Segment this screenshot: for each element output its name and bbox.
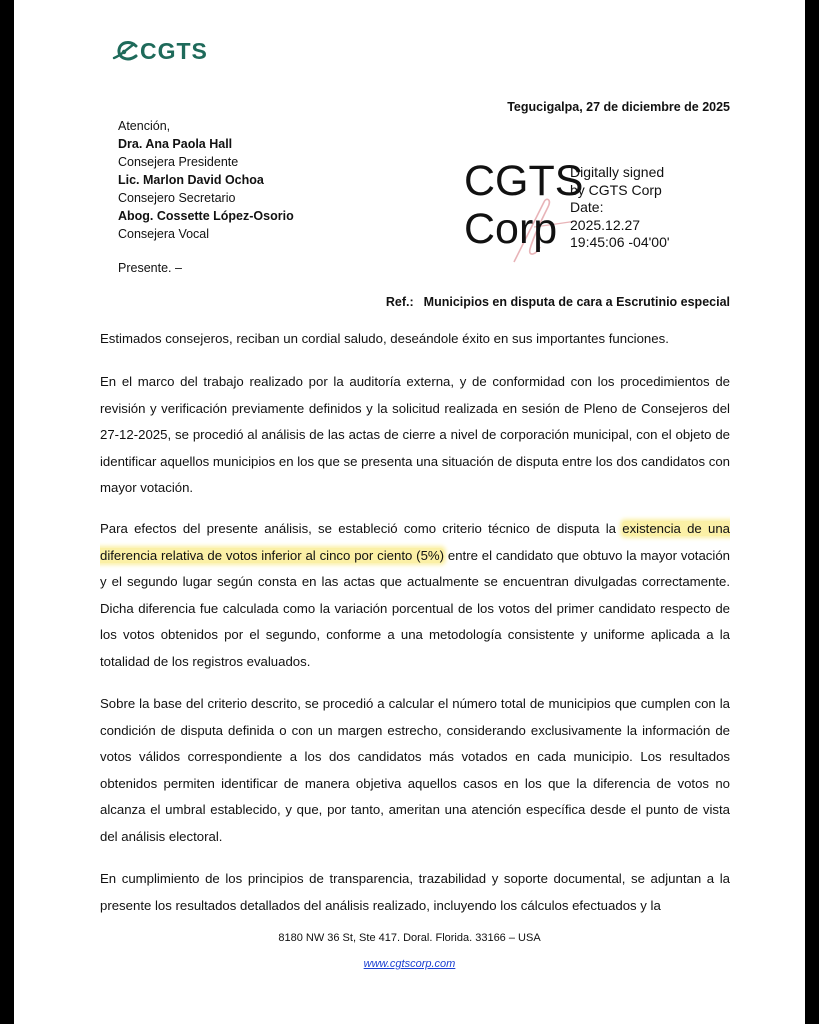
signed-label: Digitally signed [570,164,665,180]
paragraph-results: Sobre la base del criterio descrito, se procedió a calcular el número total de municipios que cumplen con la condición de disputa definida o con un margen estrecho, considerando exclusivamente la información de votos válidos correspondiente a los dos candidatos más votados en cada municipio. Los resultados obtenidos permiten identificar de manera objetiva aquellos casos en los que la diferencia de votos no alcanza el umbral establecido, y que, por tanto, ameritan una atención específica desde el punto de vista del análisis electoral. [100,696,730,844]
criteria-text-start: Para efectos del presente análisis, se estableció como criterio técnico de disputa la [100,521,623,536]
paragraph-greeting: Estimados consejeros, reciban un cordial saludo, deseándole éxito en sus importantes funciones. [100,331,669,346]
document-page [14,0,805,1024]
recipient-name: Dra. Ana Paola Hall [118,137,233,151]
greeting: Atención, [118,119,171,133]
presente-line: Presente. – [118,261,182,275]
company-logo [112,36,208,66]
highlighted-criteria: existencia de una diferencia relativa de votos inferior al cinco por ciento (5%) [100,521,730,563]
signature-details [570,164,670,252]
paragraph-attachments: En cumplimiento de los principios de transparencia, trazabilidad y soporte documental, se adjuntan a la presente los resultados detallados del análisis realizado, incluyendo los cálculos efectuados y la [100,871,730,913]
signature-name-large [464,157,583,253]
criteria-text-end: entre el candidato que obtuvo la mayor votación y el segundo lugar según consta en las actas que actualmente se encuentran divulgadas correctamente. Dicha diferencia fue calculada como la variación porcentual de los votos del primer candidato respecto de los votos obtenidos por el segundo, conforme a una metodología consistente y uniforme aplicada a la totalidad de los registros evaluados. [100,547,730,669]
recipient-title: Consejero Secretario [118,191,236,205]
signature-time: 19:45:06 -04'00' [570,234,670,250]
recipient-name: Lic. Marlon David Ochoa [118,173,264,187]
addressee-block [118,117,294,243]
signature-date: 2025.12.27 [570,216,641,233]
digital-signature[interactable] [464,157,724,267]
signature-date-label: Date: [570,199,604,215]
letter-date: Tegucigalpa, 27 de diciembre de 2025 [507,100,730,114]
reference-subject: Municipios en disputa de cara a Escrutinio especial [423,295,730,309]
reference-line [386,295,730,309]
cgts-swoosh-icon [112,36,142,66]
logo-text: CGTS [140,37,208,64]
recipient-title: Consejera Presidente [118,155,239,169]
recipient-name: Abog. Cossette López-Osorio [118,209,294,223]
signed-by: by CGTS Corp [570,181,662,198]
signature-line-1: CGTS [464,157,584,205]
signature-line-2: Corp [464,205,558,253]
footer-address: 8180 NW 36 St, Ste 417. Doral. Florida. 33166 – USA [278,932,541,944]
reference-label: Ref.: [385,295,414,309]
paragraph-criteria [100,516,730,675]
paragraph-context: En el marco del trabajo realizado por la auditoría externa, y de conformidad con los procedimientos de revisión y verificación previamente definidos y la solicitud realizada en sesión de Pleno de Consejeros del 27-12-2025, se procedió al análisis de las actas de cierre a nivel de corporación municipal, con el objeto de identificar aquellos municipios en los que se presenta una situación de disputa entre los dos candidatos con mayor votación. [100,374,730,495]
footer-website-link[interactable]: www.cgtscorp.com [363,958,456,970]
recipient-title: Consejera Vocal [118,227,210,241]
